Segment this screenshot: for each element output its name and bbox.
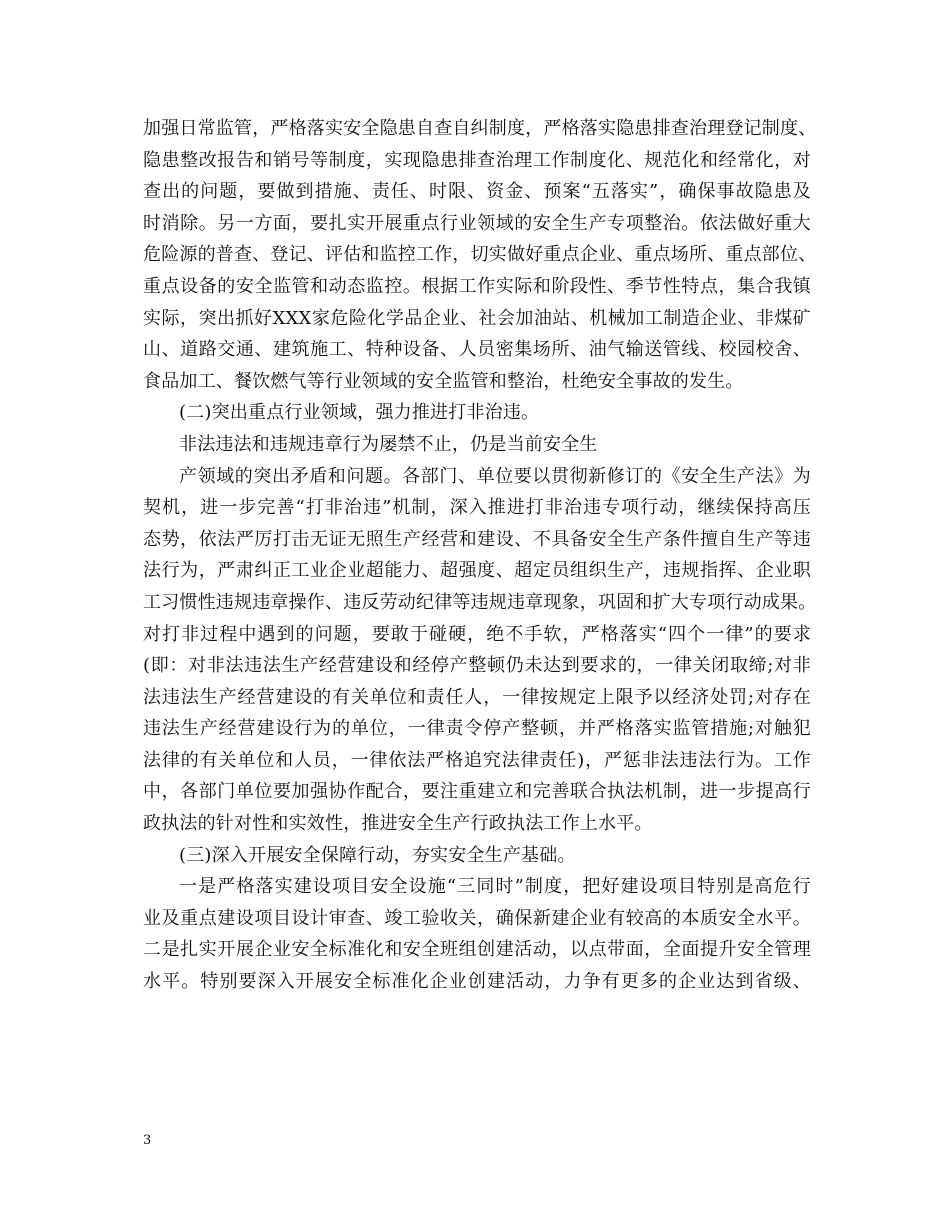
text-line: 工习惯性违规违章操作、违反劳动纪律等违规违章现象，巩固和扩大专项行动成果。 <box>143 591 817 613</box>
text-line: 对打非过程中遇到的问题，要敢于碰硬，绝不手软，严格落实“四个一律”的要求 <box>143 623 811 645</box>
text-line: 契机，进一步完善“打非治违”机制，深入推进打非治违专项行动，继续保持高压 <box>143 497 811 519</box>
text-line: 食品加工、餐饮燃气等行业领域的安全监管和整治，杜绝安全事故的发生。 <box>143 370 744 392</box>
document-body <box>143 113 817 998</box>
text-line: 水平。特别要深入开展安全标准化企业创建活动，力争有更多的企业达到省级、 <box>143 971 811 993</box>
text-line: 加强日常监管，严格落实安全隐患自查自纠制度，严格落实隐患排查治理登记制度、 <box>143 118 817 139</box>
text-line: 态势，依法严厉打击无证无照生产经营和建设、不具备安全生产条件擅自生产等违 <box>143 528 811 550</box>
text-line: 二是扎实开展企业安全标准化和安全班组创建活动，以点带面，全面提升安全管理 <box>143 939 811 961</box>
text-line: 查出的问题，要做到措施、责任、时限、资金、预案“五落实”，确保事故隐患及 <box>143 181 811 203</box>
text-line: 非法违法和违规违章行为屡禁不止，仍是当前安全生 <box>179 433 598 455</box>
text-line: 实际，突出抓好XXX家危险化学品企业、社会加油站、机械加工制造企业、非煤矿 <box>143 307 811 329</box>
text-line: 业及重点建设项目设计审查、竣工验收关，确保新建企业有较高的本质安全水平。 <box>143 907 811 929</box>
text-line: 山、道路交通、建筑施工、特种设备、人员密集场所、油气输送管线、校园校舍、 <box>143 339 811 361</box>
text-line: 法行为，严肃纠正工业企业超能力、超强度、超定员组织生产，违规指挥、企业职 <box>143 560 811 582</box>
text-line: 时消除。另一方面，要扎实开展重点行业领域的安全生产专项整治。依法做好重大 <box>143 212 811 234</box>
text-line: 中，各部门单位要加强协作配合，要注重建立和完善联合执法机制，进一步提高行 <box>143 781 811 803</box>
text-line: 危险源的普查、登记、评估和监控工作，切实做好重点企业、重点场所、重点部位、 <box>143 244 817 266</box>
text-line: 隐患整改报告和销号等制度，实现隐患排查治理工作制度化、规范化和经常化，对 <box>143 149 811 171</box>
text-line: 一是严格落实建设项目安全设施“三同时”制度，把好建设项目特别是高危行 <box>179 876 811 898</box>
text-line: (三)深入开展安全保障行动，夯实安全生产基础。 <box>179 844 576 866</box>
text-line: 违法生产经营建设行为的单位，一律责令停产整顿，并严格落实监管措施;对触犯 <box>143 718 811 740</box>
text-line: 法律的有关单位和人员，一律依法严格追究法律责任)，严惩非法违法行为。工作 <box>143 749 811 771</box>
text-line: 重点设备的安全监管和动态监控。根据工作实际和阶段性、季节性特点，集合我镇 <box>143 275 811 297</box>
text-line: (即：对非法违法生产经营建设和经停产整顿仍未达到要求的，一律关闭取缔;对非 <box>143 655 811 677</box>
page-number: 3 <box>143 1133 152 1148</box>
text-line: 产领域的突出矛盾和问题。各部门、单位要以贯彻新修订的《安全生产法》为 <box>179 465 811 487</box>
text-line: (二)突出重点行业领域，强力推进打非治违。 <box>179 402 540 424</box>
text-line: 法违法生产经营建设的有关单位和责任人，一律按规定上限予以经济处罚;对存在 <box>143 686 811 708</box>
text-line: 政执法的针对性和实效性，推进安全生产行政执法工作上水平。 <box>143 813 653 835</box>
